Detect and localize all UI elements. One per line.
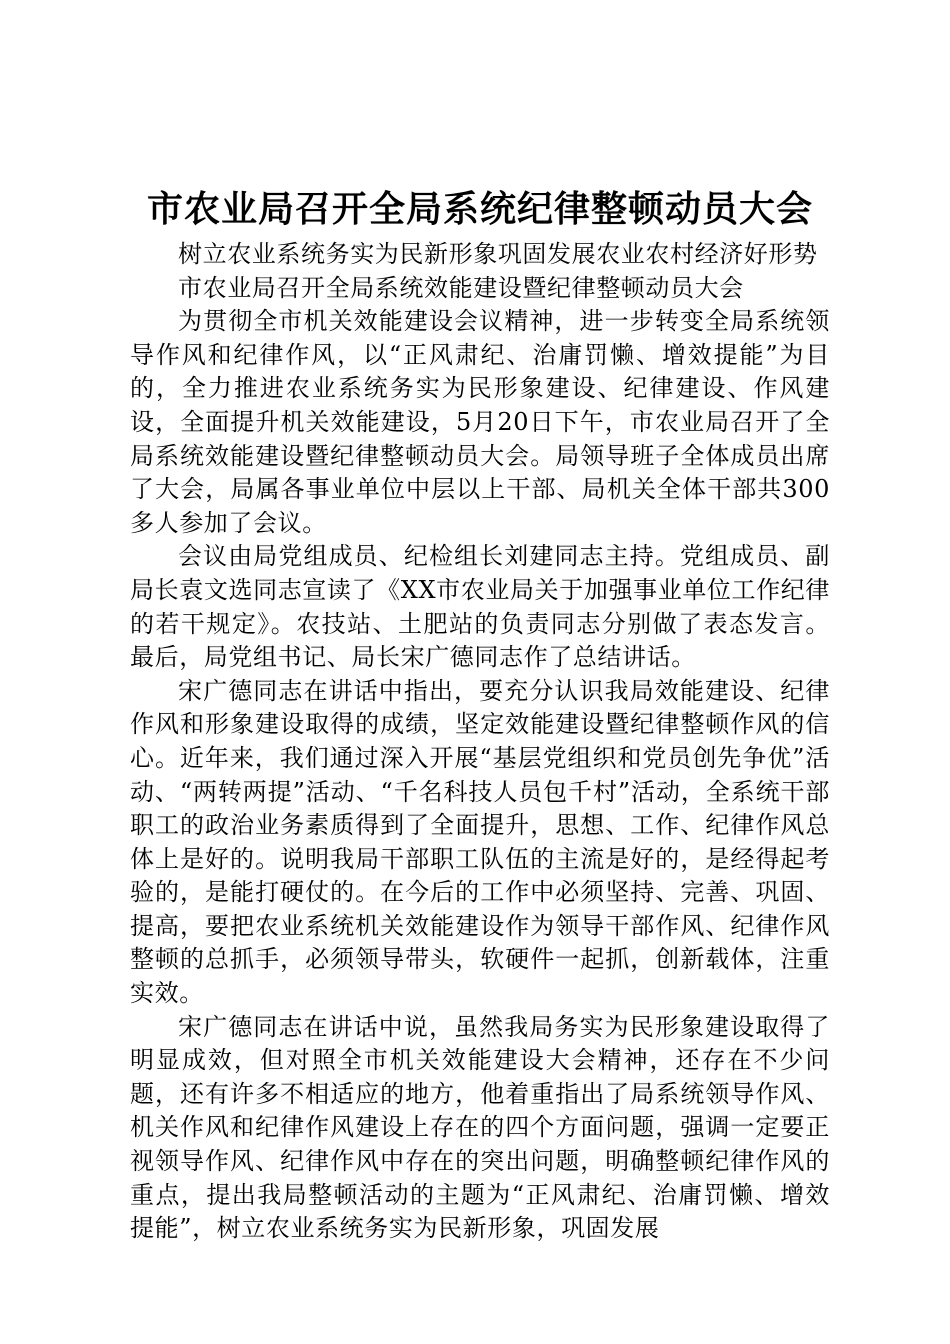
subtitle-paragraph: 树立农业系统务实为民新形象巩固发展农业农村经济好形势: [178, 240, 818, 268]
meeting-name-paragraph: 市农业局召开全局系统效能建设暨纪律整顿动员大会: [178, 273, 744, 302]
body-paragraph-purpose: 为贯彻全市机关效能建设会议精神，进一步转变全局系统领导作风和纪律作风，以“正风肃纪、治庸罚懒、增效提能”为目的，全力推进农业系统务实为民形象建设、纪律建设、作风建设，全面提升机关效能建设，5月20日下午，市农业局召开了全局系统效能建设暨纪律整顿动员大会。局领导班子全体成员出席了大会，局属各事业单位中层以上干部、局机关全体干部共300多人参加了会议。: [130, 307, 830, 537]
document-title: 市农业局召开全局系统纪律整顿动员大会: [146, 189, 813, 230]
body-paragraph-speech-achievements: 宋广德同志在讲话中指出，要充分认识我局效能建设、纪律作风和形象建设取得的成绩，坚定效能建设暨纪律整顿作风的信心。近年来，我们通过深入开展“基层党组织和党员创先争优”活动、“两转两提”活动、“千名科技人员包千村”活动，全系统干部职工的政治业务素质得到了全面提升，思想、工作、纪律作风总体上是好的。说明我局干部职工队伍的主流是好的，是经得起考验的，是能打硬仗的。在今后的工作中必须坚持、完善、巩固、提高，要把农业系统机关效能建设作为领导干部作风、纪律作风整顿的总抓手，必须领导带头，软硬件一起抓，创新载体，注重实效。: [130, 676, 830, 1008]
document-page: [130, 188, 830, 1246]
body-paragraph-meeting: 会议由局党组成员、纪检组长刘建同志主持。党组成员、副局长袁文选同志宣读了《XX市农业局关于加强事业单位工作纪律的若干规定》。农技站、土肥站的负责同志分别做了表态发言。最后，局党组书记、局长宋广德同志作了总结讲话。: [130, 542, 830, 672]
body-paragraph-speech-problems: 宋广德同志在讲话中说，虽然我局务实为民形象建设取得了明显成效，但对照全市机关效能建设大会精神，还存在不少问题，还有许多不相适应的地方，他着重指出了局系统领导作风、机关作风和纪律作风建设上存在的四个方面问题，强调一定要正视领导作风、纪律作风中存在的突出问题，明确整顿纪律作风的重点，提出我局整顿活动的主题为“正风肃纪、治庸罚懒、增效提能”，树立农业系统务实为民新形象，巩固发展: [130, 1012, 830, 1243]
